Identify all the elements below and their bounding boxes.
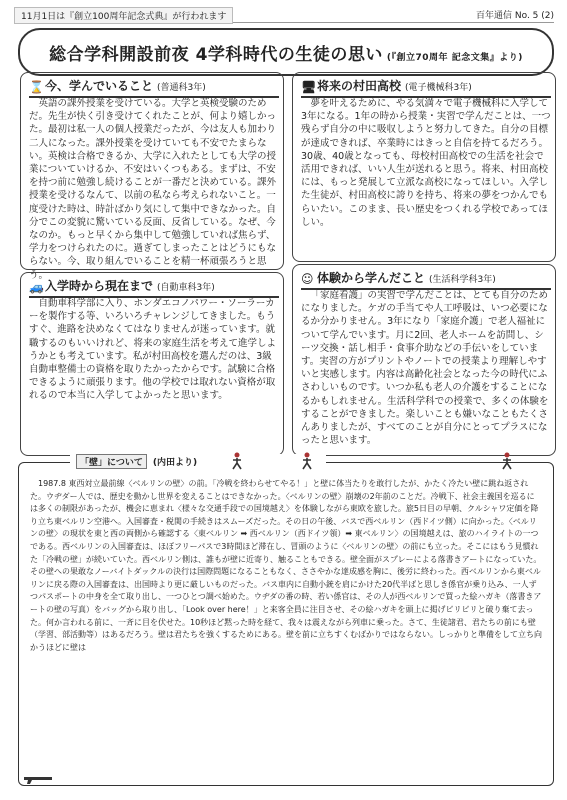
section-wall-title: 「壁」について bbox=[76, 454, 147, 469]
section-now-heading bbox=[29, 77, 279, 98]
section-since-author: (自動車科3年) bbox=[157, 283, 215, 293]
section-experience-author: (生活科学科3年) bbox=[429, 275, 496, 285]
title-sub: (『創立70周年 記念文集』より) bbox=[386, 53, 523, 63]
section-future-title: 将来の村田高校 bbox=[317, 79, 402, 93]
title-banner bbox=[18, 28, 554, 76]
section-now-author: (普通科3年) bbox=[157, 83, 206, 93]
top-bar bbox=[14, 4, 554, 23]
car-icon: 🚙 bbox=[29, 280, 44, 294]
runner-icon bbox=[230, 452, 244, 474]
section-now bbox=[20, 72, 284, 281]
section-wall-heading bbox=[70, 454, 326, 474]
face-icon: ☺ bbox=[301, 272, 314, 286]
section-experience-heading bbox=[301, 269, 551, 290]
section-since-heading bbox=[29, 277, 279, 298]
section-future-heading bbox=[301, 77, 551, 98]
page-title bbox=[20, 40, 552, 65]
hourglass-icon: ⌛ bbox=[29, 80, 44, 94]
section-wall-body: 1987.8 東西対立最前線〈ベルリンの壁〉の前。「冷戦を終わらせてやる！」と壁に体当たりを敢行したが、かたく冷たい壁に跳ね返された。ウヂダー人では、歴史を動かし世界を変えることはできなかった。〈ベルリンの壁〉崩壊の2年前のことだ。冷戦下、社会主義国を巡るには多くの制限があったが、機会に恵まれ〈様々な交通手段での国境越え〉を体験しながら東欧を旅した。旅5日目の早朝、クルシャワ定価を降り立ち東ベルリン空港へ。入国審査・税関の手続きはスムーズだった。その日の午後、バスで西ベルリン（西ドイツ側）に向かった。〈ベルリンの壁〉の現状を東と西の両側から確認する〈東ベルリン ➡ 西ベルリン（西ドイツ領）➡ 東ベルリン〉の国境越えは、旅のハイライトの一つである。西ベルリンの入国審査は、ほぼフリーパスで3時間ほど滞在し、冒頭のように〈ベルリンの壁〉の前にも立った。そこにはもう見慣れた「冷戦の壁」が続いていた。西ベルリン側は、誰もが壁に近寄り、触ることもできる。壁全面がスプレーによる落書きアートになっていた。その壁への果敢なノーバイトダックルの決行は国際問題になることもなく、ささやかな達成感を胸に、後労に終わった。西ベルリンから東ベルリンに戻る際の入国審査は、出国時より更に厳しいものだった。バス車内に自動小銃を肩にかけた20代半ばと思しき係官が乗り込み、一人ずつパスポートの中身を全て取り出し、一つひとつ調べ始めた。ウヂダの番の時、若い係官は、その人が西ベルリンで買った絵ハガキ（落書きアートの壁の写真）をバッグから取り出し、「Look over here！」と来客全員に注目させ、その絵ハガキを頭上に掲げビリビリと破り棄て去った。何か言われる前に、一斉に目を伏せた。10秒ほど黙った時を経て、我々は震えながら列車に乗った。さて、生徒諸君、君たちの前にも壁（学習、部活動等）はあるだろう。壁は君たちを強くするためにある。壁を前に立ちすくむばかりではならない。しっかりと準備をして立ち向かうほどに壁は bbox=[30, 479, 542, 652]
section-future bbox=[292, 72, 556, 262]
section-wall-author: (内田より) bbox=[152, 458, 198, 468]
title-main: 総合学科開設前夜 4学科時代の生徒の思い bbox=[49, 45, 383, 65]
section-future-body: 夢を叶えるために、やる気満々で電子機械科に入学して3年になる。1年の時から授業・実習で学んだことは、一つ残らず自分の中に吸収しようと努力してきた。自分の目標が達成できれば、卒業時にはきっと自信を持てるだろう。30歳、40歳となっても、母校村田高校での生活を社会で活用できれば、いい人生が送れると思う。将来、村田高校には、もっと発展して立派な高校になってほしい。入学した生徒が、村田高校に誇りを持ち、将来の夢をつかんでもらいたい。このまま、長い歴史をつくれる学校であってほしい。 bbox=[301, 98, 551, 228]
runner-icon bbox=[500, 452, 514, 474]
section-now-title: 今、学んでいること bbox=[45, 79, 154, 93]
event-notice: 11月1日は『創立100周年記念式典』が行われます bbox=[14, 7, 233, 24]
section-since bbox=[20, 272, 284, 456]
monitor-icon: 🖥 bbox=[301, 80, 317, 94]
section-experience-body: 「家庭看護」の実習で学んだことは、とても自分のためになりました。ケガの手当てや人工呼吸は、いつ必要になるか分かりません。3年になり「家庭介護」で老人福祉について学んでいます。月に2回、老人ホームを訪問し、シーツ交換・話し相手・食事介助などの手伝いをしています。実習の方がプリントやノートでの授業より理解しやすいと実感します。内容は高齢化社会となった今の時代にふさわしいものです。いつか私も老人の介護をすることになるかもしれません。生活科学科での授業で、多くの体験をすることができました。楽しいことも嫌いなこともたくさんありましたが、すべてのことが自分にとってプラスになったと思います。 bbox=[301, 290, 549, 447]
page-info: 百年通信 No. 5 (2) bbox=[476, 11, 554, 21]
rifle-icon bbox=[22, 770, 62, 789]
section-since-body: 自動車科学部に入り、ホンダエコノパワー・ソーラーカーを製作する等、いろいろチャレンジしてきました。もうすぐ、進路を決めなくてはなりませんが迷っています。就職するのもいいけれど、将来の家庭生活を考えて進学しようかとも考えています。私が村田高校を選んだのは、3級自動車整備士の資格を取りたかったからです。試験に合格できるように頑張ります。他の学校では取れない資格が取れるので本当に入学してよかったと思います。 bbox=[29, 298, 277, 402]
section-experience bbox=[292, 264, 556, 456]
section-since-title: 入学時から現在まで bbox=[45, 279, 154, 293]
section-future-author: (電子機械科3年) bbox=[405, 83, 472, 93]
section-experience-title: 体験から学んだこと bbox=[317, 271, 426, 285]
runner-icon bbox=[300, 452, 314, 474]
section-now-body: 英語の課外授業を受けている。大学と英検受験のためだ。先生が快く引き受けてくれたことが、何より嬉しかった。最初は私一人の個人授業だったが、今は友人も加わり二人になった。課外授業を受けていても不安でたまらない。英検は合格できるか、大学に入れたとしても大学の授業についていけるか、不安はいくつもある。まずは、不安を持つ前に勉強し続けることが一番だと決めている。課外授業を受けるなんて、以前の私なら考えられないこと。一度受けた時は、時計ばかり気にして集中できなかった。自分でこの変貌に驚いている反面、反省している。なぜ、今なのか。もっと早くから集中して勉強していれば焦らず、学力をつけられたのに。過ぎてしまったことはどうにもならない。今、取り組んでいることを精一杯頑張ろうと思う。 bbox=[29, 98, 277, 281]
